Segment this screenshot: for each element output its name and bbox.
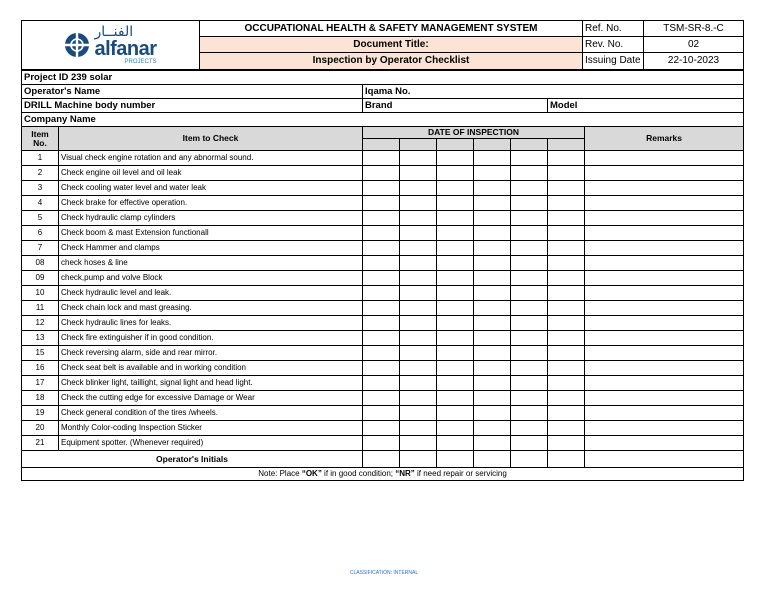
inspection-date-cell[interactable] <box>474 421 511 436</box>
item-text: Check the cutting edge for excessive Damage or Wear <box>59 391 363 406</box>
inspection-date-cell[interactable] <box>400 406 437 421</box>
checklist-row <box>22 346 744 361</box>
checklist-row <box>22 421 744 436</box>
iqama-label: Iqama No. <box>363 85 744 99</box>
globe-logo-icon <box>64 32 90 58</box>
checklist-row <box>22 361 744 376</box>
item-number: 09 <box>22 271 59 286</box>
item-text: Visual check engine rotation and any abnormal sound. <box>59 151 363 166</box>
inspection-date-cell[interactable] <box>400 211 437 226</box>
inspection-date-cell[interactable] <box>363 301 400 316</box>
note-prefix: Note: Place <box>258 469 302 478</box>
inspection-date-cell[interactable] <box>511 421 548 436</box>
inspection-date-cell[interactable] <box>363 241 400 256</box>
inspection-date-cell[interactable] <box>511 376 548 391</box>
item-number: 20 <box>22 421 59 436</box>
remarks-cell[interactable] <box>585 316 744 331</box>
inspection-date-cell[interactable] <box>548 421 585 436</box>
inspection-date-cell[interactable] <box>474 196 511 211</box>
note-mid: if in good condition; <box>321 469 396 478</box>
inspection-date-cell[interactable] <box>511 286 548 301</box>
inspection-date-cell[interactable] <box>548 151 585 166</box>
inspection-date-cell[interactable] <box>511 181 548 196</box>
logo-name: alfanar <box>94 38 157 60</box>
remarks-cell[interactable] <box>585 166 744 181</box>
checklist-sheet <box>21 20 743 481</box>
inspection-date-cell[interactable] <box>363 346 400 361</box>
inspection-date-cell[interactable] <box>548 301 585 316</box>
inspection-date-cell[interactable] <box>400 421 437 436</box>
checklist-rows <box>22 151 744 451</box>
inspection-date-cell[interactable] <box>363 406 400 421</box>
inspection-date-cell[interactable] <box>474 331 511 346</box>
inspection-date-cell[interactable] <box>400 151 437 166</box>
inspection-date-cell[interactable] <box>400 331 437 346</box>
inspection-date-cell[interactable] <box>548 436 585 451</box>
inspection-date-cell[interactable] <box>437 166 474 181</box>
item-number: 6 <box>22 226 59 241</box>
item-number: 4 <box>22 196 59 211</box>
inspection-date-cell[interactable] <box>363 211 400 226</box>
system-title: OCCUPATIONAL HEALTH & SAFETY MANAGEMENT SYSTEM <box>200 21 583 37</box>
inspection-date-cell[interactable] <box>363 151 400 166</box>
inspection-date-cell[interactable] <box>400 166 437 181</box>
initials-cell[interactable] <box>400 451 437 468</box>
checklist-row <box>22 436 744 451</box>
checklist-row <box>22 271 744 286</box>
remarks-cell[interactable] <box>585 241 744 256</box>
item-number: 11 <box>22 301 59 316</box>
item-text: Check blinker light, taillight, signal light and head light. <box>59 376 363 391</box>
operator-initials-label: Operator's Initials <box>22 451 363 468</box>
remarks-cell[interactable] <box>585 271 744 286</box>
inspection-date-cell[interactable] <box>548 346 585 361</box>
checklist-row <box>22 301 744 316</box>
remarks-cell[interactable] <box>585 211 744 226</box>
inspection-date-cell[interactable] <box>511 301 548 316</box>
inspection-date-cell[interactable] <box>437 346 474 361</box>
inspection-date-cell[interactable] <box>400 391 437 406</box>
note-suffix: if need repair or servicing <box>414 469 507 478</box>
ref-label: Ref. No. <box>583 21 644 37</box>
item-number: 13 <box>22 331 59 346</box>
initials-cell[interactable] <box>437 451 474 468</box>
date-slot-header <box>437 139 474 151</box>
inspection-date-cell[interactable] <box>511 346 548 361</box>
inspection-date-cell[interactable] <box>437 241 474 256</box>
inspection-date-cell[interactable] <box>474 241 511 256</box>
inspection-date-cell[interactable] <box>437 196 474 211</box>
company-logo <box>22 21 200 70</box>
inspection-date-cell[interactable] <box>437 391 474 406</box>
inspection-date-cell[interactable] <box>548 391 585 406</box>
initials-remarks-cell[interactable] <box>585 451 744 468</box>
inspection-date-cell[interactable] <box>474 406 511 421</box>
item-text: Check seat belt is available and in working condition <box>59 361 363 376</box>
initials-cell[interactable] <box>511 451 548 468</box>
classification-label: CLASSIFICATION: INTERNAL <box>349 570 419 576</box>
inspection-date-cell[interactable] <box>437 271 474 286</box>
remarks-cell[interactable] <box>585 391 744 406</box>
remarks-cell[interactable] <box>585 331 744 346</box>
inspection-date-cell[interactable] <box>437 316 474 331</box>
inspection-date-cell[interactable] <box>437 376 474 391</box>
inspection-date-cell[interactable] <box>474 226 511 241</box>
inspection-date-cell[interactable] <box>437 226 474 241</box>
item-text: Check fire extinguisher if in good condition. <box>59 331 363 346</box>
remarks-cell[interactable] <box>585 196 744 211</box>
inspection-date-cell[interactable] <box>511 406 548 421</box>
checklist-row <box>22 196 744 211</box>
inspection-date-cell[interactable] <box>400 271 437 286</box>
inspection-date-cell[interactable] <box>363 421 400 436</box>
inspection-date-cell[interactable] <box>400 376 437 391</box>
item-number: 3 <box>22 181 59 196</box>
inspection-date-cell[interactable] <box>511 166 548 181</box>
model-label: Model <box>548 99 744 113</box>
inspection-date-cell[interactable] <box>400 241 437 256</box>
inspection-date-cell[interactable] <box>511 151 548 166</box>
inspection-date-cell[interactable] <box>511 226 548 241</box>
inspection-date-cell[interactable] <box>511 391 548 406</box>
inspection-date-cell[interactable] <box>400 316 437 331</box>
item-number: 12 <box>22 316 59 331</box>
inspection-date-cell[interactable] <box>437 361 474 376</box>
inspection-date-cell[interactable] <box>548 331 585 346</box>
inspection-date-cell[interactable] <box>548 211 585 226</box>
item-text: Check cooling water level and water leak <box>59 181 363 196</box>
remarks-cell[interactable] <box>585 226 744 241</box>
inspection-date-cell[interactable] <box>363 436 400 451</box>
issue-value: 22-10-2023 <box>644 53 744 70</box>
inspection-date-cell[interactable] <box>474 346 511 361</box>
inspection-date-cell[interactable] <box>363 391 400 406</box>
company-name-label: Company Name <box>22 113 744 127</box>
inspection-date-cell[interactable] <box>548 406 585 421</box>
inspection-date-cell[interactable] <box>400 256 437 271</box>
checklist-row <box>22 286 744 301</box>
inspection-date-cell[interactable] <box>474 151 511 166</box>
initials-cell[interactable] <box>474 451 511 468</box>
inspection-date-cell[interactable] <box>511 331 548 346</box>
project-id: Project ID 239 solar <box>22 71 744 85</box>
checklist-row <box>22 241 744 256</box>
item-number: 08 <box>22 256 59 271</box>
item-number: 5 <box>22 211 59 226</box>
inspection-date-cell[interactable] <box>437 256 474 271</box>
item-text: Check hydraulic clamp cylinders <box>59 211 363 226</box>
doc-title-label: Document Title: <box>200 37 583 53</box>
inspection-date-cell[interactable] <box>548 271 585 286</box>
inspection-date-cell[interactable] <box>511 316 548 331</box>
col-item-to-check: Item to Check <box>59 127 363 151</box>
checklist-row <box>22 166 744 181</box>
inspection-date-cell[interactable] <box>437 211 474 226</box>
inspection-date-cell[interactable] <box>474 301 511 316</box>
inspection-date-cell[interactable] <box>548 256 585 271</box>
item-text: Check reversing alarm, side and rear mirror. <box>59 346 363 361</box>
inspection-date-cell[interactable] <box>474 271 511 286</box>
item-text: Check chain lock and mast greasing. <box>59 301 363 316</box>
checklist-row <box>22 256 744 271</box>
inspection-date-cell[interactable] <box>363 181 400 196</box>
checklist-row <box>22 226 744 241</box>
remarks-cell[interactable] <box>585 406 744 421</box>
inspection-date-cell[interactable] <box>474 316 511 331</box>
issue-label: Issuing Date <box>583 53 644 70</box>
inspection-date-cell[interactable] <box>400 196 437 211</box>
inspection-date-cell[interactable] <box>400 301 437 316</box>
item-text: Check boom & mast Extension functionall <box>59 226 363 241</box>
inspection-date-cell[interactable] <box>400 286 437 301</box>
inspection-date-cell[interactable] <box>474 376 511 391</box>
item-number: 19 <box>22 406 59 421</box>
inspection-date-cell[interactable] <box>548 361 585 376</box>
inspection-date-cell[interactable] <box>437 181 474 196</box>
remarks-cell[interactable] <box>585 181 744 196</box>
inspection-date-cell[interactable] <box>437 151 474 166</box>
remarks-cell[interactable] <box>585 436 744 451</box>
rev-label: Rev. No. <box>583 37 644 53</box>
brand-label: Brand <box>363 99 548 113</box>
inspection-date-cell[interactable] <box>548 196 585 211</box>
remarks-cell[interactable] <box>585 256 744 271</box>
item-text: check,pump and volve Block <box>59 271 363 286</box>
inspection-date-cell[interactable] <box>548 226 585 241</box>
checklist-row <box>22 376 744 391</box>
inspection-date-cell[interactable] <box>474 181 511 196</box>
col-date-of-inspection: DATE OF INSPECTION <box>363 127 585 139</box>
checklist-row <box>22 406 744 421</box>
inspection-date-cell[interactable] <box>363 271 400 286</box>
inspection-date-cell[interactable] <box>400 436 437 451</box>
inspection-date-cell[interactable] <box>511 211 548 226</box>
inspection-date-cell[interactable] <box>363 286 400 301</box>
inspection-date-cell[interactable] <box>437 301 474 316</box>
inspection-date-cell[interactable] <box>548 181 585 196</box>
inspection-date-cell[interactable] <box>511 256 548 271</box>
inspection-date-cell[interactable] <box>400 181 437 196</box>
item-text: Check general condition of the tires /wheels. <box>59 406 363 421</box>
item-text: Check brake for effective operation. <box>59 196 363 211</box>
drill-body-number-label: DRILL Machine body number <box>22 99 363 113</box>
inspection-date-cell[interactable] <box>437 436 474 451</box>
item-text: Check hydraulic lines for leaks. <box>59 316 363 331</box>
note-ok: “OK” <box>301 469 322 478</box>
inspection-date-cell[interactable] <box>437 331 474 346</box>
inspection-date-cell[interactable] <box>437 406 474 421</box>
inspection-date-cell[interactable] <box>363 316 400 331</box>
date-slot-header <box>474 139 511 151</box>
header-table <box>21 20 744 70</box>
item-text: check hoses & line <box>59 256 363 271</box>
inspection-date-cell[interactable] <box>511 436 548 451</box>
remarks-cell[interactable] <box>585 346 744 361</box>
checklist-row <box>22 331 744 346</box>
inspection-date-cell[interactable] <box>511 241 548 256</box>
inspection-date-cell[interactable] <box>363 331 400 346</box>
checklist-row <box>22 316 744 331</box>
remarks-cell[interactable] <box>585 151 744 166</box>
inspection-date-cell[interactable] <box>400 346 437 361</box>
date-slot-header <box>548 139 585 151</box>
item-text: Equipment spotter. (Whenever required) <box>59 436 363 451</box>
inspection-date-cell[interactable] <box>548 241 585 256</box>
inspection-date-cell[interactable] <box>363 166 400 181</box>
inspection-date-cell[interactable] <box>474 166 511 181</box>
date-slot-header <box>400 139 437 151</box>
doc-title: Inspection by Operator Checklist <box>200 53 583 70</box>
item-text: Check hydraulic level and leak. <box>59 286 363 301</box>
inspection-date-cell[interactable] <box>474 286 511 301</box>
inspection-date-cell[interactable] <box>474 361 511 376</box>
remarks-cell[interactable] <box>585 361 744 376</box>
remarks-cell[interactable] <box>585 286 744 301</box>
inspection-date-cell[interactable] <box>437 286 474 301</box>
inspection-date-cell[interactable] <box>400 361 437 376</box>
inspection-date-cell[interactable] <box>511 271 548 286</box>
checklist-row <box>22 151 744 166</box>
item-text: Monthly Color-coding Inspection Sticker <box>59 421 363 436</box>
item-number: 1 <box>22 151 59 166</box>
remarks-cell[interactable] <box>585 421 744 436</box>
inspection-date-cell[interactable] <box>474 436 511 451</box>
remarks-cell[interactable] <box>585 301 744 316</box>
initials-cell[interactable] <box>363 451 400 468</box>
date-slot-header <box>511 139 548 151</box>
inspection-date-cell[interactable] <box>474 391 511 406</box>
date-slot-header <box>363 139 400 151</box>
inspection-date-cell[interactable] <box>363 196 400 211</box>
inspection-date-cell[interactable] <box>363 376 400 391</box>
inspection-date-cell[interactable] <box>548 286 585 301</box>
inspection-date-cell[interactable] <box>548 376 585 391</box>
checklist-table <box>21 70 744 481</box>
inspection-date-cell[interactable] <box>511 196 548 211</box>
checklist-row <box>22 181 744 196</box>
inspection-date-cell[interactable] <box>437 421 474 436</box>
operator-name-label: Operator's Name <box>22 85 363 99</box>
item-number: 18 <box>22 391 59 406</box>
logo-sub: PROJECTS <box>124 59 157 65</box>
item-number: 7 <box>22 241 59 256</box>
col-item-no: Item No. <box>22 127 59 151</box>
initials-cell[interactable] <box>548 451 585 468</box>
checklist-row <box>22 391 744 406</box>
item-number: 10 <box>22 286 59 301</box>
inspection-date-cell[interactable] <box>400 226 437 241</box>
item-number: 21 <box>22 436 59 451</box>
inspection-date-cell[interactable] <box>548 166 585 181</box>
inspection-date-cell[interactable] <box>548 316 585 331</box>
note-nr: “NR” <box>395 469 415 478</box>
item-number: 2 <box>22 166 59 181</box>
item-number: 15 <box>22 346 59 361</box>
checklist-row <box>22 211 744 226</box>
logo-arabic-text: الفنــار <box>94 24 134 40</box>
col-remarks: Remarks <box>585 127 744 151</box>
inspection-date-cell[interactable] <box>474 211 511 226</box>
inspection-date-cell[interactable] <box>511 361 548 376</box>
item-text: Check Hammer and clamps <box>59 241 363 256</box>
item-text: Check engine oil level and oil leak <box>59 166 363 181</box>
rev-value: 02 <box>644 37 744 53</box>
inspection-date-cell[interactable] <box>363 256 400 271</box>
ref-value: TSM-SR-8.-C <box>644 21 744 37</box>
item-number: 17 <box>22 376 59 391</box>
footer-note <box>22 468 744 481</box>
item-number: 16 <box>22 361 59 376</box>
remarks-cell[interactable] <box>585 376 744 391</box>
inspection-date-cell[interactable] <box>363 226 400 241</box>
inspection-date-cell[interactable] <box>363 361 400 376</box>
inspection-date-cell[interactable] <box>474 256 511 271</box>
